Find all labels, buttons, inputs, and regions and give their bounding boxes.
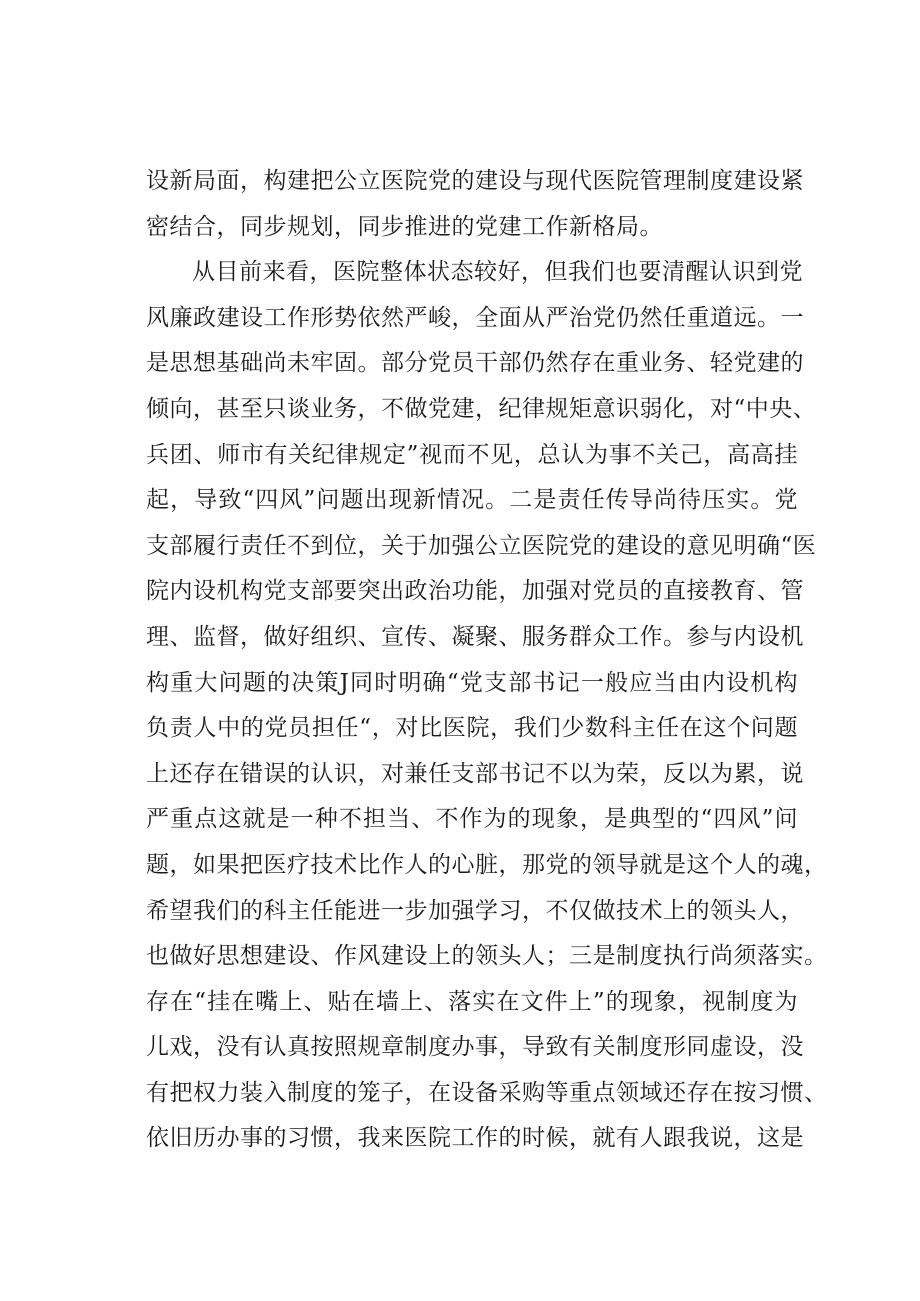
text-line: 希望我们的科主任能进一步加强学习，不仅做技术上的领头人， <box>146 897 804 924</box>
text-line: 理、监督，做好组织、宣传、凝聚、服务群众工作。参与内设机 <box>146 623 804 650</box>
text-line: 兵团、师市有关纪律规定”视而不见，总认为事不关己，高高挂 <box>146 441 798 468</box>
text-line: 风廉政建设工作形势依然严峻，全面从严治党仍然任重道远。一 <box>146 304 804 331</box>
text-line: 儿戏，没有认真按照规章制度办事，导致有关制度形同虚设，没 <box>146 1034 804 1061</box>
text-line: 构重大问题的决策J同时明确“党支部书记一般应当由内设机构 <box>146 669 798 696</box>
text-line: 支部履行责任不到位，关于加强公立医院党的建设的意见明确“医 <box>146 532 817 559</box>
text-line: 有把权力装入制度的笼子，在设备采购等重点领域还存在按习惯、 <box>146 1079 828 1106</box>
text-line: 设新局面，构建把公立医院党的建设与现代医院管理制度建设紧 <box>146 168 804 194</box>
text-line: 院内设机构党支部要突出政治功能，加强对党员的直接教育、管 <box>146 578 804 605</box>
text-line: 上还存在错误的认识，对兼任支部书记不以为荣，反以为累，说 <box>146 760 804 787</box>
text-line: 负责人中的党员担任“，对比医院，我们少数科主任在这个问题 <box>146 715 798 742</box>
text-line: 是思想基础尚未牢固。部分党员干部仍然存在重业务、轻党建的 <box>146 350 804 377</box>
text-line: 从目前来看，医院整体状态较好，但我们也要清醒认识到党 <box>192 259 803 286</box>
text-line: 严重点这就是一种不担当、不作为的现象，是典型的“四风”问 <box>146 806 798 833</box>
text-line: 依旧历办事的习惯，我来医院工作的时候，就有人跟我说，这是 <box>146 1125 804 1152</box>
text-line: 存在“挂在嘴上、贴在墙上、落实在文件上”的现象，视制度为 <box>146 988 798 1015</box>
text-line: 题，如果把医疗技术比作人的心脏，那党的领导就是这个人的魂， <box>146 851 828 878</box>
text-line: 也做好思想建设、作风建设上的领头人；三是制度执行尚须落实。 <box>146 943 828 970</box>
text-line: 密结合，同步规划，同步推进的党建工作新格局。 <box>146 213 663 240</box>
text-line: 倾向，甚至只谈业务，不做党建，纪律规矩意识弱化，对“中央、 <box>146 395 817 422</box>
body-text <box>146 159 828 1162</box>
text-line: 起，导致“四风”问题出现新情况。二是责任传导尚待压实。党 <box>146 487 798 514</box>
